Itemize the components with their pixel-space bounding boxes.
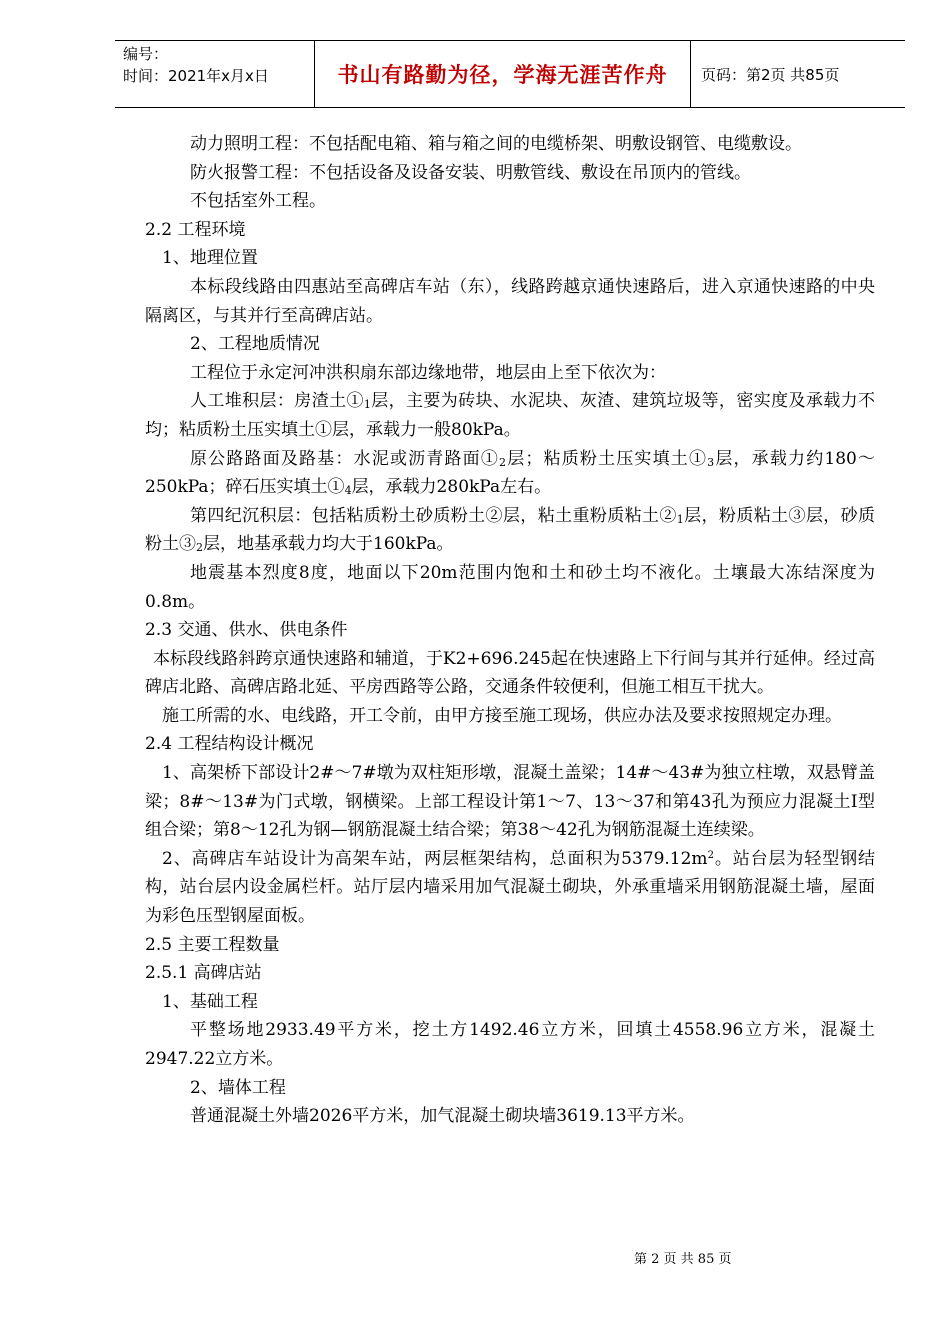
paragraph: 普通混凝土外墙2026平方米，加气混凝土砌块墙3619.13平方米。	[190, 1106, 695, 1127]
paragraph: 2、高碑店车站设计为高架车站，两层框架结构，总面积为$5379.12m^2$。站台层为轻型钢结构，站台层内设金属栏杆。站厅层内墙采用加气混凝土砌块，外承重墙采用钢筋混凝土墙，屋面为彩色压型钢屋面板。	[145, 848, 876, 927]
time-label: 时间：2021年x月x日	[123, 67, 269, 85]
paragraph: 地震基本烈度8度，地面以下20m范围内饱和土和砂土均不液化。土壤最大冻结深度为0.8m。	[145, 562, 875, 612]
code-label: 编号：	[123, 45, 169, 63]
page-footer: 第 2 页 共 85 页	[634, 1252, 732, 1267]
paragraph: 不包括室外工程。	[190, 191, 326, 212]
page-header	[115, 40, 905, 108]
section-heading: 2.2 工程环境	[145, 219, 246, 240]
paragraph: 原公路路面及路基：水泥或沥青路面$①_2$层；粘质粉土压实填土$①_3$层，承载力约180～250kPa；碎石压实填土$①_4$层，承载力280kPa左右。	[145, 448, 876, 498]
paragraph: 本标段线路由四惠站至高碑店车站（东），线路跨越京通快速路后，进入京通快速路的中央隔离区，与其并行至高碑店站。	[145, 276, 875, 326]
subsection-heading: 1、地理位置	[162, 248, 258, 269]
section-heading: 2.5.1 高碑店站	[145, 963, 262, 984]
subsection-heading: 2、工程地质情况	[190, 334, 320, 355]
paragraph: 平整场地2933.49平方米，挖土方1492.46立方米，回填土4558.96立方米，混凝土2947.22立方米。	[145, 1020, 875, 1069]
header-page-info: 页码：第2页 共85页	[701, 65, 840, 84]
subsection-heading: 1、基础工程	[162, 991, 258, 1012]
section-heading: 2.5 主要工程数量	[145, 934, 280, 955]
section-heading: 2.3 交通、供水、供电条件	[145, 620, 348, 641]
paragraph: 施工所需的水、电线路，开工令前，由甲方接至施工现场，供应办法及要求按照规定办理。	[162, 705, 842, 726]
paragraph: 本标段线路斜跨京通快速路和辅道，于K2+696.245起在快速路上下行间与其并行延伸。经过高碑店北路、高碑店路北延、平房西路等公路，交通条件较便利，但施工相互干扰大。	[145, 648, 875, 698]
header-motto: 书山有路勤为径，学海无涯苦作舟	[315, 41, 691, 107]
paragraph: 防火报警工程：不包括设备及设备安装、明敷管线、敷设在吊顶内的管线。	[190, 162, 751, 183]
header-meta	[115, 41, 315, 107]
paragraph: 第四纪沉积层：包括粘质粉土砂质粉土②层，粘土重粉质粘土$②_1$层，粉质粘土③层，砂质粉土$③_2$层，地基承载力均大于160kPa。	[145, 505, 876, 555]
section-heading: 2.4 工程结构设计概况	[145, 734, 314, 755]
paragraph: 工程位于永定河冲洪积扇东部边缘地带，地层由上至下依次为：	[190, 362, 666, 383]
paragraph: 1、高架桥下部设计2#～7#墩为双柱矩形墩，混凝土盖梁；14#～43#为独立柱墩，双悬臂盖梁；8#～13#为门式墩，钢横梁。上部工程设计第1～7、13～37和第43孔为预应力混凝土Ⅰ型组合梁；第8～12孔为钢—钢筋混凝土结合梁；第38～42孔为钢筋混凝土连续梁。	[145, 763, 875, 841]
subsection-heading: 2、墙体工程	[190, 1077, 286, 1098]
document-body	[145, 130, 875, 1131]
paragraph: 动力照明工程：不包括配电箱、箱与箱之间的电缆桥架、明敷设钢管、电缆敷设。	[190, 134, 802, 154]
paragraph: 人工堆积层：房渣土$①_1$层，主要为砖块、水泥块、灰渣、建筑垃圾等，密实度及承载力不均；粘质粉土压实填土①层，承载力一般80kPa。	[145, 391, 876, 440]
